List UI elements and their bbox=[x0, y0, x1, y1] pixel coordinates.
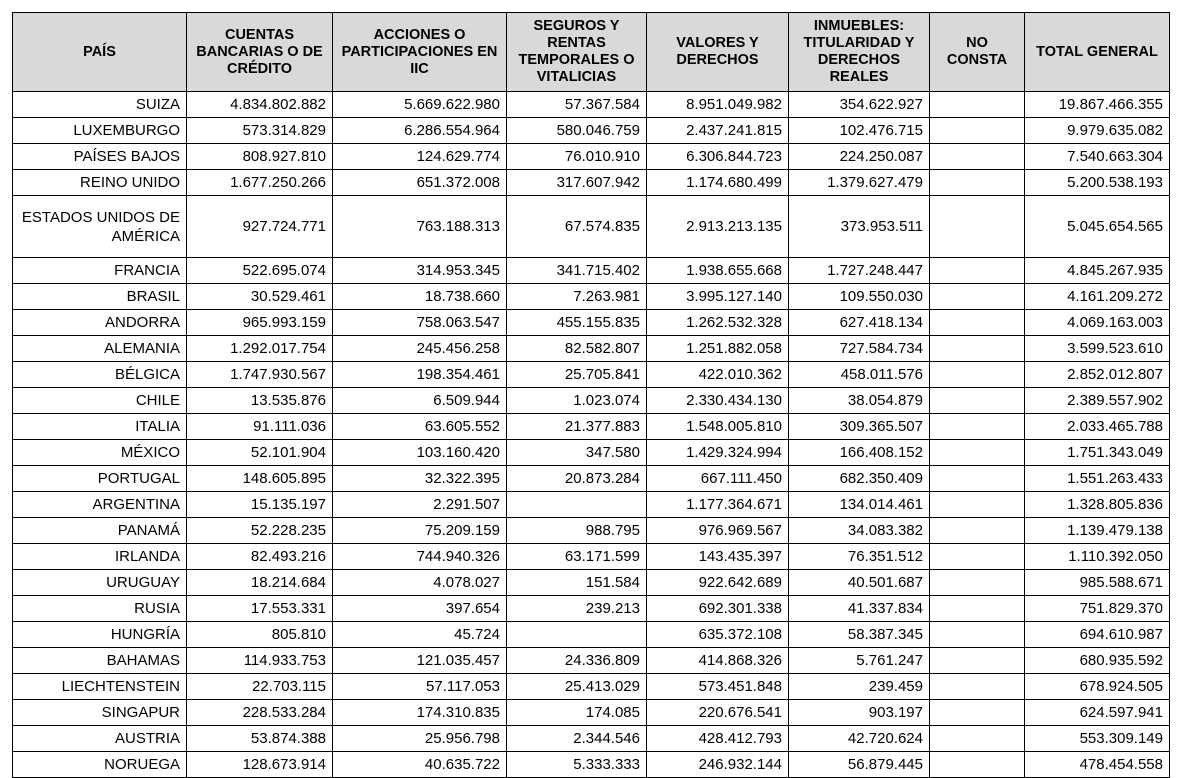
real-estate-cell: 56.879.445 bbox=[789, 752, 930, 778]
not-stated-cell bbox=[930, 752, 1025, 778]
total-cell: 478.454.558 bbox=[1025, 752, 1170, 778]
table-row bbox=[13, 492, 1170, 518]
shares-iic-cell: 124.629.774 bbox=[333, 144, 507, 170]
country-cell: BRASIL bbox=[13, 284, 187, 310]
insurance-cell: 24.336.809 bbox=[507, 648, 647, 674]
real-estate-cell: 903.197 bbox=[789, 700, 930, 726]
total-cell: 1.751.343.049 bbox=[1025, 440, 1170, 466]
bank-accounts-cell: 114.933.753 bbox=[187, 648, 333, 674]
country-cell: NORUEGA bbox=[13, 752, 187, 778]
insurance-cell: 317.607.942 bbox=[507, 170, 647, 196]
shares-iic-cell: 63.605.552 bbox=[333, 414, 507, 440]
real-estate-cell: 42.720.624 bbox=[789, 726, 930, 752]
total-cell: 19.867.466.355 bbox=[1025, 92, 1170, 118]
insurance-cell: 57.367.584 bbox=[507, 92, 647, 118]
not-stated-cell bbox=[930, 466, 1025, 492]
country-cell: BAHAMAS bbox=[13, 648, 187, 674]
not-stated-cell bbox=[930, 700, 1025, 726]
shares-iic-cell: 245.456.258 bbox=[333, 336, 507, 362]
header-securities-rights: VALORES Y DERECHOS bbox=[647, 13, 789, 92]
securities-cell: 635.372.108 bbox=[647, 622, 789, 648]
table-row bbox=[13, 674, 1170, 700]
country-cell: CHILE bbox=[13, 388, 187, 414]
insurance-cell: 7.263.981 bbox=[507, 284, 647, 310]
securities-cell: 667.111.450 bbox=[647, 466, 789, 492]
country-cell: HUNGRÍA bbox=[13, 622, 187, 648]
total-cell: 2.033.465.788 bbox=[1025, 414, 1170, 440]
bank-accounts-cell: 228.533.284 bbox=[187, 700, 333, 726]
insurance-cell: 151.584 bbox=[507, 570, 647, 596]
bank-accounts-cell: 1.747.930.567 bbox=[187, 362, 333, 388]
total-cell: 1.328.805.836 bbox=[1025, 492, 1170, 518]
securities-cell: 1.251.882.058 bbox=[647, 336, 789, 362]
total-cell: 4.069.163.003 bbox=[1025, 310, 1170, 336]
real-estate-cell: 109.550.030 bbox=[789, 284, 930, 310]
header-row bbox=[13, 13, 1170, 92]
country-cell: ARGENTINA bbox=[13, 492, 187, 518]
insurance-cell: 347.580 bbox=[507, 440, 647, 466]
real-estate-cell: 134.014.461 bbox=[789, 492, 930, 518]
insurance-cell: 174.085 bbox=[507, 700, 647, 726]
real-estate-cell: 41.337.834 bbox=[789, 596, 930, 622]
bank-accounts-cell: 52.101.904 bbox=[187, 440, 333, 466]
insurance-cell: 455.155.835 bbox=[507, 310, 647, 336]
header-not-stated: NO CONSTA bbox=[930, 13, 1025, 92]
table-row bbox=[13, 258, 1170, 284]
shares-iic-cell: 75.209.159 bbox=[333, 518, 507, 544]
total-cell: 4.161.209.272 bbox=[1025, 284, 1170, 310]
securities-cell: 1.174.680.499 bbox=[647, 170, 789, 196]
shares-iic-cell: 6.286.554.964 bbox=[333, 118, 507, 144]
total-cell: 4.845.267.935 bbox=[1025, 258, 1170, 284]
table-row bbox=[13, 466, 1170, 492]
header-total: TOTAL GENERAL bbox=[1025, 13, 1170, 92]
shares-iic-cell: 5.669.622.980 bbox=[333, 92, 507, 118]
table-row bbox=[13, 144, 1170, 170]
header-country: PAÍS bbox=[13, 13, 187, 92]
table-row bbox=[13, 596, 1170, 622]
real-estate-cell: 627.418.134 bbox=[789, 310, 930, 336]
country-cell: BÉLGICA bbox=[13, 362, 187, 388]
country-cell: URUGUAY bbox=[13, 570, 187, 596]
total-cell: 694.610.987 bbox=[1025, 622, 1170, 648]
real-estate-cell: 38.054.879 bbox=[789, 388, 930, 414]
shares-iic-cell: 744.940.326 bbox=[333, 544, 507, 570]
bank-accounts-cell: 53.874.388 bbox=[187, 726, 333, 752]
real-estate-cell: 727.584.734 bbox=[789, 336, 930, 362]
country-cell: IRLANDA bbox=[13, 544, 187, 570]
securities-cell: 1.548.005.810 bbox=[647, 414, 789, 440]
not-stated-cell bbox=[930, 170, 1025, 196]
table-row bbox=[13, 544, 1170, 570]
real-estate-cell: 373.953.511 bbox=[789, 196, 930, 258]
not-stated-cell bbox=[930, 414, 1025, 440]
insurance-cell bbox=[507, 492, 647, 518]
total-cell: 1.551.263.433 bbox=[1025, 466, 1170, 492]
total-cell: 553.309.149 bbox=[1025, 726, 1170, 752]
not-stated-cell bbox=[930, 92, 1025, 118]
insurance-cell: 82.582.807 bbox=[507, 336, 647, 362]
table-row bbox=[13, 92, 1170, 118]
not-stated-cell bbox=[930, 258, 1025, 284]
real-estate-cell: 5.761.247 bbox=[789, 648, 930, 674]
not-stated-cell bbox=[930, 648, 1025, 674]
total-cell: 3.599.523.610 bbox=[1025, 336, 1170, 362]
real-estate-cell: 224.250.087 bbox=[789, 144, 930, 170]
securities-cell: 143.435.397 bbox=[647, 544, 789, 570]
insurance-cell: 67.574.835 bbox=[507, 196, 647, 258]
bank-accounts-cell: 1.677.250.266 bbox=[187, 170, 333, 196]
total-cell: 678.924.505 bbox=[1025, 674, 1170, 700]
bank-accounts-cell: 522.695.074 bbox=[187, 258, 333, 284]
insurance-cell: 5.333.333 bbox=[507, 752, 647, 778]
table-row bbox=[13, 752, 1170, 778]
bank-accounts-cell: 573.314.829 bbox=[187, 118, 333, 144]
total-cell: 680.935.592 bbox=[1025, 648, 1170, 674]
securities-cell: 414.868.326 bbox=[647, 648, 789, 674]
not-stated-cell bbox=[930, 570, 1025, 596]
real-estate-cell: 166.408.152 bbox=[789, 440, 930, 466]
insurance-cell: 25.705.841 bbox=[507, 362, 647, 388]
country-cell: ITALIA bbox=[13, 414, 187, 440]
not-stated-cell bbox=[930, 336, 1025, 362]
country-cell: REINO UNIDO bbox=[13, 170, 187, 196]
insurance-cell: 63.171.599 bbox=[507, 544, 647, 570]
insurance-cell: 2.344.546 bbox=[507, 726, 647, 752]
insurance-cell: 988.795 bbox=[507, 518, 647, 544]
insurance-cell: 25.413.029 bbox=[507, 674, 647, 700]
shares-iic-cell: 32.322.395 bbox=[333, 466, 507, 492]
table-row bbox=[13, 414, 1170, 440]
bank-accounts-cell: 22.703.115 bbox=[187, 674, 333, 700]
securities-cell: 1.429.324.994 bbox=[647, 440, 789, 466]
not-stated-cell bbox=[930, 310, 1025, 336]
shares-iic-cell: 198.354.461 bbox=[333, 362, 507, 388]
total-cell: 624.597.941 bbox=[1025, 700, 1170, 726]
header-shares-iic: ACCIONES O PARTICIPACIONES EN IIC bbox=[333, 13, 507, 92]
total-cell: 9.979.635.082 bbox=[1025, 118, 1170, 144]
securities-cell: 1.262.532.328 bbox=[647, 310, 789, 336]
country-cell: SUIZA bbox=[13, 92, 187, 118]
bank-accounts-cell: 808.927.810 bbox=[187, 144, 333, 170]
securities-cell: 2.913.213.135 bbox=[647, 196, 789, 258]
table-row bbox=[13, 310, 1170, 336]
shares-iic-cell: 40.635.722 bbox=[333, 752, 507, 778]
real-estate-cell: 1.727.248.447 bbox=[789, 258, 930, 284]
insurance-cell: 76.010.910 bbox=[507, 144, 647, 170]
table-row bbox=[13, 362, 1170, 388]
securities-cell: 2.437.241.815 bbox=[647, 118, 789, 144]
total-cell: 5.200.538.193 bbox=[1025, 170, 1170, 196]
not-stated-cell bbox=[930, 284, 1025, 310]
table-row bbox=[13, 622, 1170, 648]
shares-iic-cell: 25.956.798 bbox=[333, 726, 507, 752]
not-stated-cell bbox=[930, 196, 1025, 258]
table-row bbox=[13, 570, 1170, 596]
real-estate-cell: 458.011.576 bbox=[789, 362, 930, 388]
securities-cell: 3.995.127.140 bbox=[647, 284, 789, 310]
bank-accounts-cell: 82.493.216 bbox=[187, 544, 333, 570]
not-stated-cell bbox=[930, 596, 1025, 622]
header-bank-accounts: CUENTAS BANCARIAS O DE CRÉDITO bbox=[187, 13, 333, 92]
securities-cell: 1.938.655.668 bbox=[647, 258, 789, 284]
bank-accounts-cell: 965.993.159 bbox=[187, 310, 333, 336]
table-row bbox=[13, 648, 1170, 674]
bank-accounts-cell: 15.135.197 bbox=[187, 492, 333, 518]
bank-accounts-cell: 17.553.331 bbox=[187, 596, 333, 622]
securities-cell: 692.301.338 bbox=[647, 596, 789, 622]
country-cell: PANAMÁ bbox=[13, 518, 187, 544]
securities-cell: 976.969.567 bbox=[647, 518, 789, 544]
table-row bbox=[13, 440, 1170, 466]
real-estate-cell: 40.501.687 bbox=[789, 570, 930, 596]
not-stated-cell bbox=[930, 118, 1025, 144]
country-cell: FRANCIA bbox=[13, 258, 187, 284]
securities-cell: 1.177.364.671 bbox=[647, 492, 789, 518]
not-stated-cell bbox=[930, 518, 1025, 544]
header-real-estate: INMUEBLES: TITULARIDAD Y DERECHOS REALES bbox=[789, 13, 930, 92]
table-row bbox=[13, 118, 1170, 144]
bank-accounts-cell: 927.724.771 bbox=[187, 196, 333, 258]
not-stated-cell bbox=[930, 388, 1025, 414]
table-row bbox=[13, 518, 1170, 544]
table-row bbox=[13, 336, 1170, 362]
shares-iic-cell: 18.738.660 bbox=[333, 284, 507, 310]
shares-iic-cell: 651.372.008 bbox=[333, 170, 507, 196]
total-cell: 5.045.654.565 bbox=[1025, 196, 1170, 258]
shares-iic-cell: 4.078.027 bbox=[333, 570, 507, 596]
shares-iic-cell: 103.160.420 bbox=[333, 440, 507, 466]
not-stated-cell bbox=[930, 362, 1025, 388]
shares-iic-cell: 314.953.345 bbox=[333, 258, 507, 284]
country-cell: MÉXICO bbox=[13, 440, 187, 466]
shares-iic-cell: 758.063.547 bbox=[333, 310, 507, 336]
table-row bbox=[13, 170, 1170, 196]
insurance-cell: 341.715.402 bbox=[507, 258, 647, 284]
bank-accounts-cell: 30.529.461 bbox=[187, 284, 333, 310]
country-cell: ALEMANIA bbox=[13, 336, 187, 362]
assets-by-country-table bbox=[12, 12, 1170, 778]
shares-iic-cell: 57.117.053 bbox=[333, 674, 507, 700]
securities-cell: 428.412.793 bbox=[647, 726, 789, 752]
country-cell: RUSIA bbox=[13, 596, 187, 622]
total-cell: 7.540.663.304 bbox=[1025, 144, 1170, 170]
not-stated-cell bbox=[930, 492, 1025, 518]
country-cell: ESTADOS UNIDOS DE AMÉRICA bbox=[13, 196, 187, 258]
country-cell: AUSTRIA bbox=[13, 726, 187, 752]
securities-cell: 2.330.434.130 bbox=[647, 388, 789, 414]
table-row bbox=[13, 700, 1170, 726]
insurance-cell: 580.046.759 bbox=[507, 118, 647, 144]
country-cell: LIECHTENSTEIN bbox=[13, 674, 187, 700]
country-cell: LUXEMBURGO bbox=[13, 118, 187, 144]
not-stated-cell bbox=[930, 144, 1025, 170]
real-estate-cell: 102.476.715 bbox=[789, 118, 930, 144]
not-stated-cell bbox=[930, 544, 1025, 570]
insurance-cell bbox=[507, 622, 647, 648]
total-cell: 751.829.370 bbox=[1025, 596, 1170, 622]
insurance-cell: 20.873.284 bbox=[507, 466, 647, 492]
securities-cell: 8.951.049.982 bbox=[647, 92, 789, 118]
table-row bbox=[13, 388, 1170, 414]
shares-iic-cell: 2.291.507 bbox=[333, 492, 507, 518]
real-estate-cell: 239.459 bbox=[789, 674, 930, 700]
total-cell: 2.852.012.807 bbox=[1025, 362, 1170, 388]
bank-accounts-cell: 52.228.235 bbox=[187, 518, 333, 544]
real-estate-cell: 682.350.409 bbox=[789, 466, 930, 492]
securities-cell: 6.306.844.723 bbox=[647, 144, 789, 170]
bank-accounts-cell: 4.834.802.882 bbox=[187, 92, 333, 118]
securities-cell: 573.451.848 bbox=[647, 674, 789, 700]
shares-iic-cell: 121.035.457 bbox=[333, 648, 507, 674]
not-stated-cell bbox=[930, 440, 1025, 466]
insurance-cell: 21.377.883 bbox=[507, 414, 647, 440]
total-cell: 1.110.392.050 bbox=[1025, 544, 1170, 570]
real-estate-cell: 354.622.927 bbox=[789, 92, 930, 118]
not-stated-cell bbox=[930, 674, 1025, 700]
shares-iic-cell: 6.509.944 bbox=[333, 388, 507, 414]
securities-cell: 220.676.541 bbox=[647, 700, 789, 726]
country-cell: PORTUGAL bbox=[13, 466, 187, 492]
bank-accounts-cell: 128.673.914 bbox=[187, 752, 333, 778]
real-estate-cell: 309.365.507 bbox=[789, 414, 930, 440]
shares-iic-cell: 763.188.313 bbox=[333, 196, 507, 258]
securities-cell: 422.010.362 bbox=[647, 362, 789, 388]
table-row bbox=[13, 284, 1170, 310]
shares-iic-cell: 45.724 bbox=[333, 622, 507, 648]
country-cell: SINGAPUR bbox=[13, 700, 187, 726]
header-insurance-annuities: SEGUROS Y RENTAS TEMPORALES O VITALICIAS bbox=[507, 13, 647, 92]
country-cell: ANDORRA bbox=[13, 310, 187, 336]
securities-cell: 246.932.144 bbox=[647, 752, 789, 778]
not-stated-cell bbox=[930, 726, 1025, 752]
insurance-cell: 239.213 bbox=[507, 596, 647, 622]
shares-iic-cell: 397.654 bbox=[333, 596, 507, 622]
bank-accounts-cell: 91.111.036 bbox=[187, 414, 333, 440]
total-cell: 1.139.479.138 bbox=[1025, 518, 1170, 544]
not-stated-cell bbox=[930, 622, 1025, 648]
bank-accounts-cell: 1.292.017.754 bbox=[187, 336, 333, 362]
country-cell: PAÍSES BAJOS bbox=[13, 144, 187, 170]
bank-accounts-cell: 13.535.876 bbox=[187, 388, 333, 414]
table-container bbox=[12, 12, 1170, 778]
securities-cell: 922.642.689 bbox=[647, 570, 789, 596]
real-estate-cell: 58.387.345 bbox=[789, 622, 930, 648]
table-row bbox=[13, 726, 1170, 752]
total-cell: 985.588.671 bbox=[1025, 570, 1170, 596]
total-cell: 2.389.557.902 bbox=[1025, 388, 1170, 414]
shares-iic-cell: 174.310.835 bbox=[333, 700, 507, 726]
bank-accounts-cell: 18.214.684 bbox=[187, 570, 333, 596]
real-estate-cell: 1.379.627.479 bbox=[789, 170, 930, 196]
real-estate-cell: 76.351.512 bbox=[789, 544, 930, 570]
insurance-cell: 1.023.074 bbox=[507, 388, 647, 414]
real-estate-cell: 34.083.382 bbox=[789, 518, 930, 544]
bank-accounts-cell: 148.605.895 bbox=[187, 466, 333, 492]
table-row bbox=[13, 196, 1170, 258]
table-body bbox=[13, 92, 1170, 778]
bank-accounts-cell: 805.810 bbox=[187, 622, 333, 648]
